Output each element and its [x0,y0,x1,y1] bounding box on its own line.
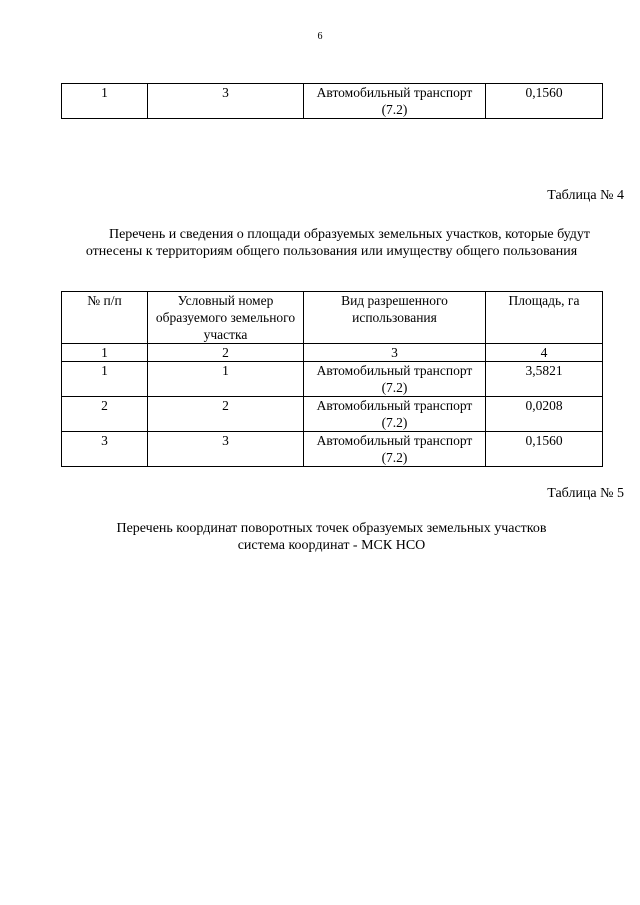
table4-heading: Перечень и сведения о площади образуемых земельных участков, которые будут отнесены к территориям общего пользования или имуществу общего пользования [85,227,591,259]
continuation-table [61,83,603,119]
table-cell: 0,1560 [486,84,603,119]
table-row [62,397,603,432]
table-cell: Автомобильный транспорт (7.2) [304,362,486,397]
table-row [62,84,603,119]
table-cell: 3,5821 [486,362,603,397]
table5-label: Таблица № 5 [547,486,624,501]
table-cell: 1 [62,362,148,397]
table-header-cell: Площадь, га [486,292,603,344]
table-cell: 2 [62,397,148,432]
table-header-row [62,292,603,344]
table-header-cell: № п/п [62,292,148,344]
table-cell: 3 [304,344,486,362]
table-cell: 4 [486,344,603,362]
table-cell: Автомобильный транспорт (7.2) [304,397,486,432]
table-cell: 0,1560 [486,432,603,467]
table-cell: 3 [62,432,148,467]
table-row [62,432,603,467]
table-cell: Автомобильный транспорт (7.2) [304,432,486,467]
table-cell: 2 [148,397,304,432]
table-cell: 3 [148,84,304,119]
table5-heading-line1: Перечень координат поворотных точек образуемых земельных участков [116,521,547,536]
table4 [61,291,603,467]
table5-heading [61,520,602,554]
table-cell: 1 [62,84,148,119]
table-cell: 2 [148,344,304,362]
table5-heading-line2: система координат - МСК НСО [237,538,426,553]
table-cell: 1 [62,344,148,362]
table-header-cell: Условный номер образуемого земельного участка [148,292,304,344]
table-header-cell: Вид разрешенного использования [304,292,486,344]
table-cell: 1 [148,362,304,397]
column-number-row [62,344,603,362]
table4-label: Таблица № 4 [547,188,624,203]
table-cell: 3 [148,432,304,467]
table-row [62,362,603,397]
table-cell: 0,0208 [486,397,603,432]
page-number: 6 [317,31,323,42]
table-cell: Автомобильный транспорт (7.2) [304,84,486,119]
